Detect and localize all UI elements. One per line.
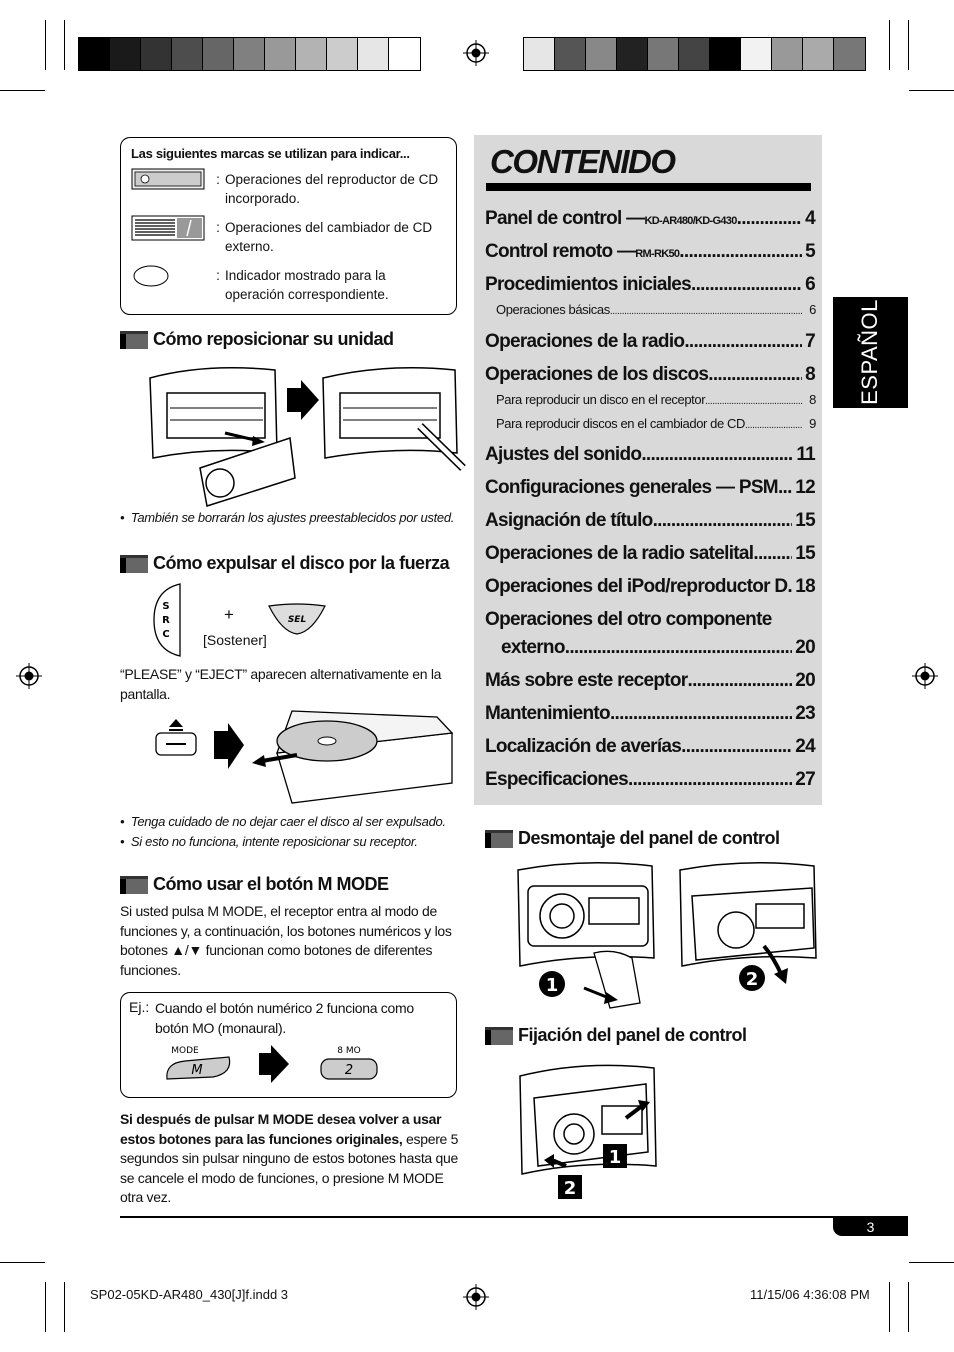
crop-mark xyxy=(45,1282,46,1332)
toc-entry-model: KD-AR480/KD-G430 xyxy=(644,215,737,227)
toc-entry-page: 6 xyxy=(805,274,815,295)
mode-button-icon xyxy=(163,1043,235,1087)
toc-subentry-label: Operaciones básicas xyxy=(496,302,610,317)
crop-mark xyxy=(64,1282,65,1332)
toc-rule xyxy=(486,183,811,191)
toc-entry-page: 24 xyxy=(795,736,815,757)
toc-subentry-label: Para reproducir un disco en el receptor xyxy=(496,392,706,407)
color-swatch xyxy=(79,38,110,70)
note-text: • Tenga cuidado de no dejar caer el disco al ser expulsado. xyxy=(120,814,446,829)
toc-entry-label: Operaciones del otro componente xyxy=(485,609,772,630)
legend-text: Indicador mostrado para la operación correspondiente. xyxy=(225,268,389,302)
toc-entry-label: externo xyxy=(501,637,565,658)
toc-entry[interactable] xyxy=(485,576,815,598)
toc-entry-page: 12 xyxy=(795,477,815,498)
section-heading-text: Cómo usar el botón M MODE xyxy=(153,874,389,894)
toc-entry-page: 8 xyxy=(805,364,815,385)
cd-player-icon xyxy=(131,168,205,190)
color-swatch xyxy=(524,38,555,70)
legend-row xyxy=(211,170,445,208)
legend-row xyxy=(211,218,445,256)
section-marker-icon xyxy=(485,830,513,848)
toc-entry-label: Control remoto — xyxy=(485,241,636,262)
color-swatch xyxy=(327,38,358,70)
svg-text:R: R xyxy=(162,615,170,626)
crop-mark xyxy=(64,20,65,70)
color-swatch xyxy=(741,38,772,70)
svg-text:S: S xyxy=(162,601,170,612)
toc-subentry-page: 8 xyxy=(809,392,816,407)
toc-subentry[interactable] xyxy=(496,416,816,431)
mmode-text: Si usted pulsa M MODE, el receptor entra al modo de funciones y, a continuación, los botones numéricos y los botones ▲/▼ funcionan como botones de diferentes funciones. xyxy=(120,903,452,978)
svg-text:2: 2 xyxy=(745,969,759,990)
marks-legend xyxy=(120,137,457,315)
registration-mark-icon xyxy=(912,663,938,689)
registration-mark-icon xyxy=(463,1284,489,1310)
svg-text:SEL: SEL xyxy=(287,615,307,625)
crop-mark xyxy=(889,1282,890,1332)
toc-subentry[interactable] xyxy=(496,392,816,407)
color-swatch xyxy=(555,38,586,70)
svg-text:MODE: MODE xyxy=(171,1046,199,1056)
registration-mark-icon xyxy=(16,663,42,689)
svg-text:2: 2 xyxy=(563,1178,577,1199)
color-swatch xyxy=(265,38,296,70)
color-bar-left xyxy=(78,37,421,71)
toc-entry[interactable] xyxy=(485,331,815,353)
legend-row xyxy=(211,266,445,304)
toc-entry-model: RM-RK50 xyxy=(635,248,680,260)
sel-button-icon xyxy=(266,602,328,636)
toc-subentry-page: 9 xyxy=(809,416,816,431)
color-swatch xyxy=(648,38,679,70)
detach-illustration xyxy=(514,858,858,1020)
attach-illustration xyxy=(514,1056,664,1202)
section-heading-attach xyxy=(485,1025,747,1046)
toc-entry[interactable] xyxy=(485,274,815,296)
section-heading-eject xyxy=(120,553,449,574)
toc-entry-label: Operaciones de la radio satelital xyxy=(485,543,754,564)
toc-entry[interactable] xyxy=(485,364,815,386)
note-text: • También se borrarán los ajustes preestablecidos por usted. xyxy=(120,510,455,525)
legend-text: Operaciones del reproductor de CD incorporado. xyxy=(225,172,439,206)
toc-entry[interactable] xyxy=(485,703,815,725)
section-heading-text: Cómo expulsar el disco por la fuerza xyxy=(153,553,450,573)
toc-subentry[interactable] xyxy=(496,302,816,317)
color-swatch xyxy=(586,38,617,70)
language-tab-label: ESPAÑOL xyxy=(857,299,882,405)
arrow-icon xyxy=(257,1043,293,1085)
section-marker-icon xyxy=(485,1027,513,1045)
section-marker-icon xyxy=(120,555,148,573)
toc-entry-label: Configuraciones generales — PSM xyxy=(485,477,778,498)
color-swatch xyxy=(679,38,710,70)
crop-mark xyxy=(909,90,954,91)
color-swatch xyxy=(358,38,389,70)
toc-subentry-label: Para reproducir discos en el cambiador de CD xyxy=(496,416,746,431)
toc-entry-label: Asignación de título xyxy=(485,510,653,531)
color-swatch xyxy=(803,38,834,70)
section-marker-icon xyxy=(120,331,148,349)
plus-sign: + xyxy=(224,605,234,624)
section-heading-mmode xyxy=(120,874,389,895)
svg-text:2: 2 xyxy=(344,1063,354,1078)
toc-entry-label: Panel de control — xyxy=(485,208,645,229)
page-number: 3 xyxy=(833,1218,908,1236)
toc-entry[interactable] xyxy=(485,543,815,565)
toc-entry-label: Ajustes del sonido xyxy=(485,444,642,465)
toc-entry-label: Más sobre este receptor xyxy=(485,670,688,691)
toc-entry-page: 27 xyxy=(795,769,815,790)
color-swatch xyxy=(172,38,203,70)
crop-mark xyxy=(45,20,46,70)
svg-text:1: 1 xyxy=(545,975,559,996)
eject-note: Tenga cuidado de no dejar caer el disco al ser expulsado. xyxy=(130,814,446,829)
toc-entry-page: 18 xyxy=(795,576,815,597)
toc-entry-page: 15 xyxy=(795,510,815,531)
color-swatch xyxy=(710,38,741,70)
toc-entry-label: Operaciones de la radio xyxy=(485,331,685,352)
section-heading-text: Fijación del panel de control xyxy=(518,1025,747,1045)
eject-illustration xyxy=(152,703,457,811)
toc-entry-page: 15 xyxy=(795,543,815,564)
toc-entry-label: Operaciones del iPod/reproductor D. xyxy=(485,576,793,597)
toc-entry-label: Procedimientos iniciales xyxy=(485,274,692,295)
toc-entry-page: 7 xyxy=(805,331,815,352)
slug-filename: SP02-05KD-AR480_430[J]f.indd 3 xyxy=(90,1287,289,1302)
section-heading-text: Cómo reposicionar su unidad xyxy=(153,329,394,349)
hold-label: [Sostener] xyxy=(203,632,267,648)
example-text: Cuando el botón numérico 2 funciona como botón MO (monaural). xyxy=(155,1000,414,1036)
toc-entry[interactable] xyxy=(485,477,815,499)
crop-mark xyxy=(889,20,890,70)
color-swatch xyxy=(203,38,234,70)
toc-entry[interactable] xyxy=(485,609,815,631)
note-text: • Si esto no funciona, intente reposicionar su receptor. xyxy=(120,834,418,849)
crop-mark xyxy=(0,90,45,91)
crop-mark xyxy=(908,20,909,70)
src-button-icon xyxy=(150,582,184,658)
indicator-oval-icon xyxy=(132,265,170,287)
toc-entry[interactable] xyxy=(485,208,815,230)
reset-note: También se borrarán los ajustes preestablecidos por usted. xyxy=(130,510,455,525)
legend-colon: : xyxy=(216,268,220,283)
toc-entry-label: Localización de averías xyxy=(485,736,682,757)
toc-entry-page: 23 xyxy=(795,703,815,724)
mmode-rest-text: espere 5 segundos sin pulsar ninguno de estos botones hasta que se cancele el modo de funciones, o presione M MODE otra vez. xyxy=(120,1130,459,1205)
crop-mark xyxy=(0,1262,45,1263)
example-box xyxy=(120,992,457,1098)
color-swatch xyxy=(141,38,172,70)
toc-entry-continued[interactable] xyxy=(501,637,815,659)
toc-entry[interactable] xyxy=(485,510,815,532)
mo-button-icon xyxy=(317,1043,381,1087)
section-heading-detach xyxy=(485,828,780,849)
toc-entry-label: Mantenimiento xyxy=(485,703,610,724)
color-bar-right xyxy=(523,37,866,71)
crop-mark xyxy=(909,1262,954,1263)
reset-illustration xyxy=(145,358,467,510)
toc-entry-page: 20 xyxy=(795,637,815,658)
section-heading-text: Desmontaje del panel de control xyxy=(518,828,780,848)
slug-date: 11/15/06 4:36:08 PM xyxy=(750,1287,870,1302)
legend-colon: : xyxy=(216,172,220,187)
color-swatch xyxy=(834,38,865,70)
color-swatch xyxy=(617,38,648,70)
cd-changer-icon xyxy=(131,215,205,241)
toc-entry[interactable] xyxy=(485,241,815,263)
eject-text: “PLEASE” y “EJECT” aparecen alternativamente en la pantalla. xyxy=(120,666,442,702)
legend-colon: : xyxy=(216,220,220,235)
svg-text:1: 1 xyxy=(608,1147,622,1168)
color-swatch xyxy=(296,38,327,70)
mmode-return-text xyxy=(120,1110,460,1208)
color-swatch xyxy=(234,38,265,70)
crop-mark xyxy=(908,1282,909,1332)
section-marker-icon xyxy=(120,876,148,894)
legend-text: Operaciones del cambiador de CD externo. xyxy=(225,220,433,254)
table-of-contents xyxy=(474,135,822,805)
legend-title: Las siguientes marcas se utilizan para indicar... xyxy=(131,146,410,161)
toc-entry[interactable] xyxy=(485,670,815,692)
color-swatch xyxy=(772,38,803,70)
section-heading-reset xyxy=(120,329,394,350)
toc-entry-page: 11 xyxy=(796,444,815,465)
svg-text:M: M xyxy=(191,1063,203,1078)
registration-mark-icon xyxy=(463,40,489,66)
color-swatch xyxy=(389,38,420,70)
toc-entry-page: 4 xyxy=(805,208,815,229)
toc-entry[interactable] xyxy=(485,736,815,758)
color-swatch xyxy=(110,38,141,70)
toc-entry-label: Especificaciones xyxy=(485,769,628,790)
toc-title: CONTENIDO xyxy=(490,143,675,180)
toc-entry[interactable] xyxy=(485,769,815,791)
footer-rule xyxy=(120,1216,908,1218)
svg-text:C: C xyxy=(162,629,170,640)
svg-text:8 MO: 8 MO xyxy=(337,1046,361,1056)
example-label: Ej.: xyxy=(129,999,150,1015)
toc-entry-label: Operaciones de los discos xyxy=(485,364,709,385)
eject-note: Si esto no funciona, intente reposicionar su receptor. xyxy=(130,834,418,849)
mmode-bold-text: Si después de pulsar M MODE desea volver a usar estos botones para las funciones originales, xyxy=(120,1111,442,1147)
toc-entry-page: 5 xyxy=(805,241,815,262)
toc-entry-page: 20 xyxy=(795,670,815,691)
toc-subentry-page: 6 xyxy=(809,302,816,317)
toc-entry[interactable] xyxy=(485,444,815,466)
language-tab xyxy=(833,297,908,408)
